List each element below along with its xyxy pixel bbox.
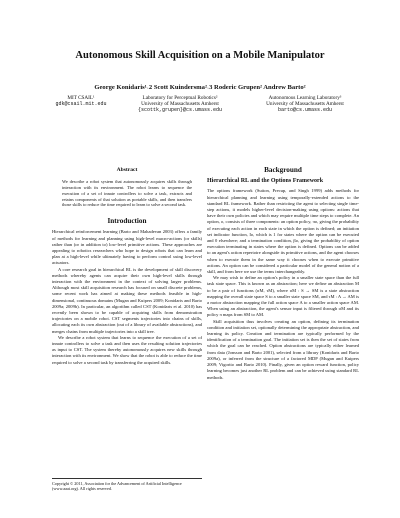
background-heading: Background xyxy=(264,166,302,174)
affiliation-university: University of Massachusetts Amherst xyxy=(266,101,344,108)
affiliation-university: University of Massachusetts Amherst xyxy=(141,101,219,108)
email-address: gdk@csail.mit.edu xyxy=(55,101,107,108)
author-block xyxy=(0,84,400,91)
affiliation-name: Autonomous Learning Laboratory³ xyxy=(268,95,342,101)
affiliation-mit xyxy=(46,95,116,107)
paragraph: The options framework (Sutton, Precup, and Singh 1999) adds methods for hierarchical planning and learning using temporally-extended actions to the standard RL framework. Rather than restricting the agent to selecting single time-step actions, it models higher-level decision-making using options: actions that have their own policies and which may require multiple time steps to complete. An option, o, consists of three components: an option policy, πo, giving the probability of executing each action in each state in which the option is defined; an initiation set indicator function, Io, which is 1 for states where the option can be executed and 0 elsewhere; and a termination condition, βo, giving the probability of option execution terminating in states where the option is defined. Options can be added to an agent's action repertoire alongside its primitive actions, and the agent chooses when to execute them in the same way it chooses when to execute primitive actions. An option can be considered a particular model of the general notion of a skill, and from here we use the terms interchangeably. xyxy=(207,188,359,275)
subsection-heading: Hierarchical RL and the Options Framework xyxy=(207,178,324,185)
email-address: barto@cs.umass.edu xyxy=(277,107,332,114)
introduction-heading: Introduction xyxy=(107,217,147,226)
affiliation-name: Laboratory for Perceptual Robotics² xyxy=(142,95,218,101)
paragraph: Skill acquisition thus involves creating an option, defining its termination condition and initiation set, optionally determining the appropriate abstraction, and learning its policy. Creation and termination are typically performed by the identification of a termination goal. The initiation set is then the set of states from which the goal can be reached. Option abstractions are typically either learned from data (Jonsson and Barto 2001), selected from a library (Konidaris and Barto 2009a), or inferred from the structure of a factored MDP (Mugan and Kuipers 2009; Vigorito and Barto 2010). Finally, given an option reward function, policy learning becomes just another RL problem and can be achieved using standard RL methods. xyxy=(207,318,359,380)
paragraph: We may wish to define an option's policy in a smaller state space than the full task state space. This is known as an abstraction; here we define an abstraction M to be a pair of functions (σM, τM), where σM : S → SM is a state abstraction mapping the overall state space S to a smaller state space SM, and τM : A → AM is a motor abstraction mapping the full action space A to a smaller action space AM. When using an abstraction, the agent's sensor input is filtered through σM and its policy π maps from SM to AM. xyxy=(207,275,359,318)
left-column xyxy=(52,167,202,366)
paragraph: A core research goal in hierarchical RL is the development of skill discovery methods whereby agents can acquire their own high-level skills through interaction with the environment in the context of solving larger problems. Although most skill acquisition research has focused on small discrete problems, some recent work has aimed at making these methods feasible in high-dimensional, continuous domains (Mugan and Kuipers 2009; Konidaris and Barto 2009a; 2009b). In particular, an algorithm called CST (Konidaris et al. 2010) has recently been shown to be capable of acquiring skills from demonstration trajectories on a mobile robot. CST segments trajectories into chains of skills, allocating each its own abstraction (out of a library of available abstractions), and merges chains from multiple trajectories into a skill tree. xyxy=(52,266,202,334)
copyright-notice: Copyright © 2011, Association for the Advancement of Artificial Intelligence (www.aaai.org). All rights reserved. xyxy=(52,478,202,492)
paragraph: We describe a robot system that learns to sequence the execution of a set of innate controllers to solve a task and then uses the resulting solution trajectories as input to CST. The system thereby autonomously acquires new skills through interaction with its environment. We show that the robot is able to reduce the time required to solve a second task by transferring the acquired skills. xyxy=(52,334,202,365)
abstract-heading: Abstract xyxy=(116,167,138,173)
affiliation-all xyxy=(242,95,368,114)
author-names: George Konidaris¹˒2 Scott Kuindersma²˒3 Roderic Grupen² Andrew Barto² xyxy=(94,84,306,91)
paragraph: Hierarchical reinforcement learning (Barto and Mahadevan 2003) offers a family of methods for learning and planning using high-level macro-actions (or skills) rather than (or in addition to) low-level primitive actions. These approaches are appealing to robotics researchers who hope to design robots that can learn and plan at a high-level while ultimately having to perform control using low-level actuators. xyxy=(52,229,202,266)
affiliation-name: MIT CSAIL¹ xyxy=(67,95,95,101)
affiliation-lpr xyxy=(120,95,240,114)
email-address: {scottk,grupen}@cs.umass.edu xyxy=(137,107,222,114)
abstract-text: We describe a robot system that autonomously acquires skills through interaction with its environment. The robot learns to sequence the execution of a set of innate controllers to solve a task, extracts and retains components of that solution as portable skills, and then transfers those skills to reduce the time required to learn to solve a second task. xyxy=(62,179,192,208)
paper-title: Autonomous Skill Acquisition on a Mobile Manipulator xyxy=(75,50,325,61)
right-column xyxy=(207,167,359,381)
